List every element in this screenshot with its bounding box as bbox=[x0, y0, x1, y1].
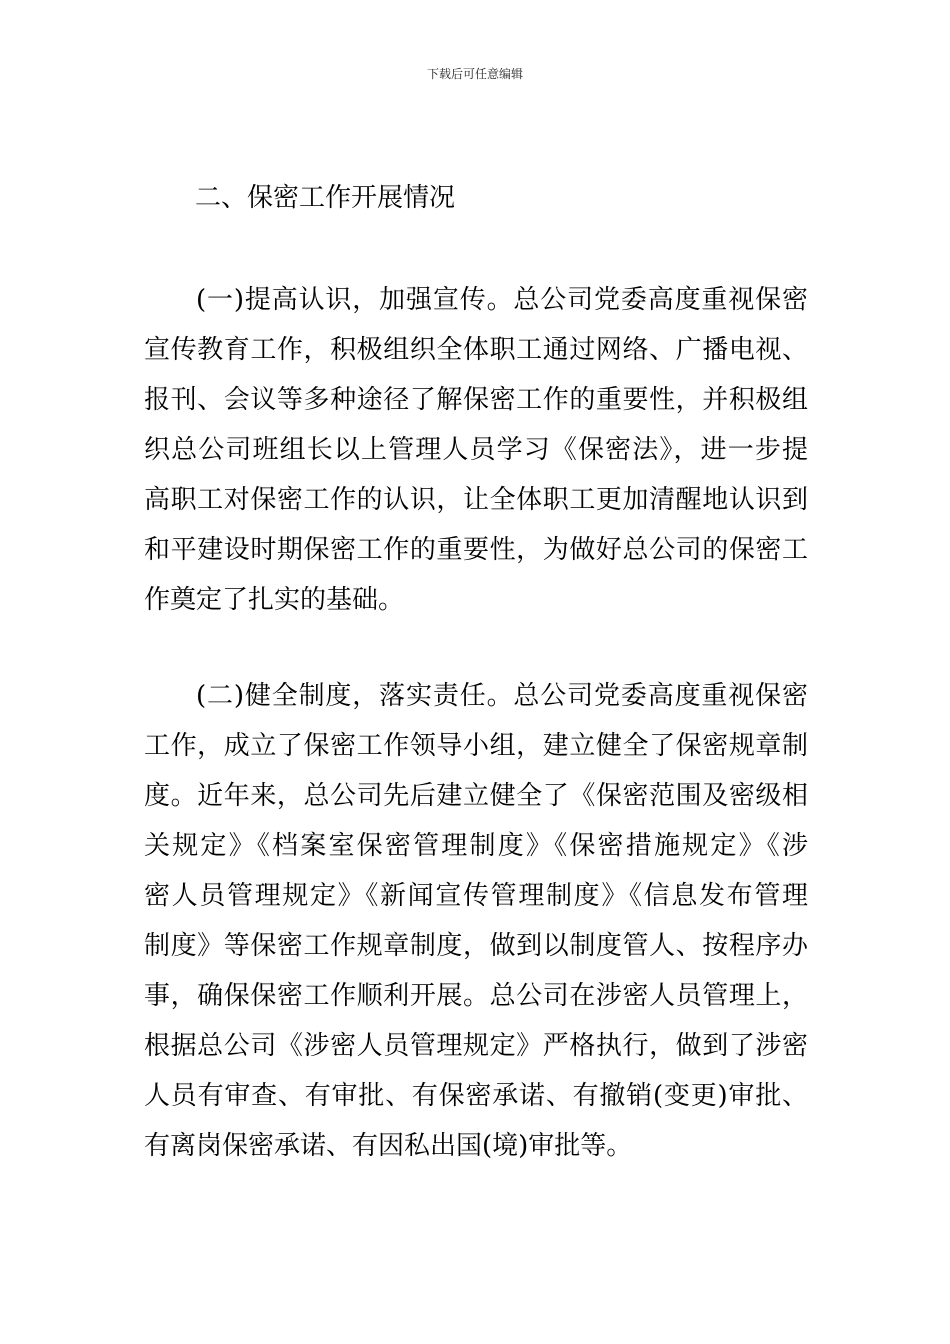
paragraph-line: 事，确保保密工作顺利开展。总公司在涉密人员管理上， bbox=[144, 981, 808, 1011]
paragraph-line: 关规定》《档案室保密管理制度》《保密措施规定》《涉 bbox=[144, 831, 808, 861]
paragraph-line: 作奠定了扎实的基础。 bbox=[144, 585, 405, 615]
paragraph-line: (一)提高认识，加强宣传。总公司党委高度重视保密 bbox=[196, 285, 808, 315]
paragraph-line: 根据总公司《涉密人员管理规定》严格执行，做到了涉密 bbox=[144, 1031, 808, 1061]
section-heading: 二、保密工作开展情况 bbox=[195, 183, 456, 213]
paragraph-line: 织总公司班组长以上管理人员学习《保密法》，进一步提 bbox=[144, 435, 808, 465]
paragraph-line: 度。近年来，总公司先后建立健全了《保密范围及密级相 bbox=[144, 781, 808, 811]
paragraph-line: 有离岗保密承诺、有因私出国(境)审批等。 bbox=[144, 1131, 633, 1161]
paragraph-line: 工作，成立了保密工作领导小组，建立健全了保密规章制 bbox=[144, 731, 808, 761]
paragraph-raise-awareness bbox=[144, 275, 808, 625]
paragraph-line: 报刊、会议等多种途径了解保密工作的重要性，并积极组 bbox=[144, 385, 808, 415]
paragraph-line: 制度》等保密工作规章制度，做到以制度管人、按程序办 bbox=[144, 931, 808, 961]
paragraph-line: 人员有审查、有审批、有保密承诺、有撤销(变更)审批、 bbox=[144, 1081, 808, 1111]
paragraph-line: 密人员管理规定》《新闻宣传管理制度》《信息发布管理 bbox=[144, 881, 808, 911]
paragraph-improve-system bbox=[144, 671, 808, 1171]
paragraph-line: 宣传教育工作，积极组织全体职工通过网络、广播电视、 bbox=[144, 335, 808, 365]
page-header-note: 下载后可任意编辑 bbox=[426, 67, 523, 81]
paragraph-line: 和平建设时期保密工作的重要性，为做好总公司的保密工 bbox=[144, 535, 808, 565]
paragraph-line: 高职工对保密工作的认识，让全体职工更加清醒地认识到 bbox=[144, 485, 808, 515]
paragraph-line: (二)健全制度，落实责任。总公司党委高度重视保密 bbox=[196, 681, 808, 711]
